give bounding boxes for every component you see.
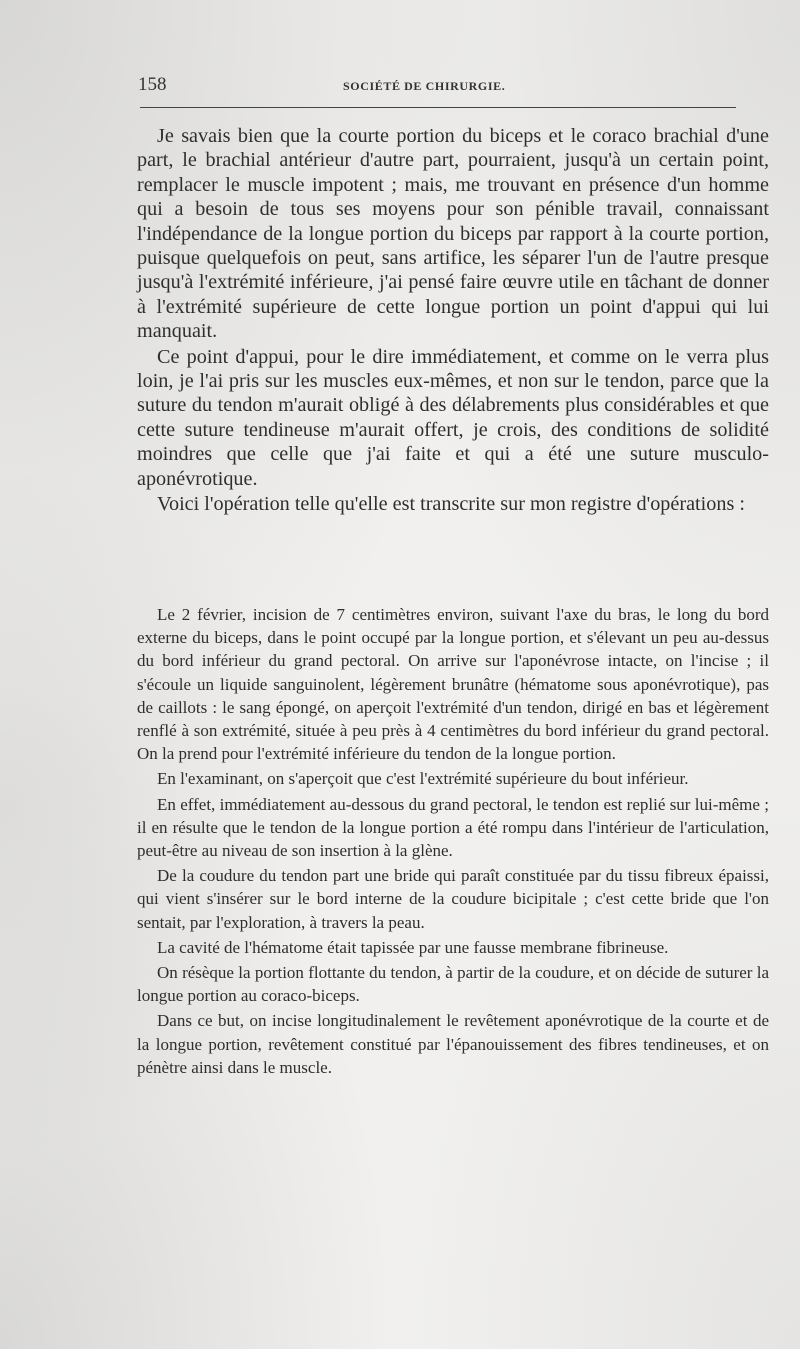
paragraph: Je savais bien que la courte portion du biceps et le coraco brachial d'une part, le brachial antérieur d'autre part, pourraient, jusqu'à un certain point, remplacer le muscle impotent ; mais, me trouvant en présence d'un homme qui a besoin de tous ses moyens pour son pénible travail, connaissant l'indépendance de la longue portion du biceps par rapport à la courte portion, puisque quelquefois on peut, sans artifice, les séparer l'un de l'autre presque jusqu'à l'extrémité inférieure, j'ai pensé faire œuvre utile en tâchant de donner à l'extrémité supérieure de cette longue portion un point d'appui qui lui manquait. — [137, 125, 769, 343]
running-head — [138, 74, 738, 98]
paragraph: Ce point d'appui, pour le dire immédiatement, et comme on le verra plus loin, je l'ai pris sur les muscles eux-mêmes, et non sur le tendon, parce que la suture du tendon m'aurait obligé à des délabrements plus considérables et que cette suture tendineuse m'aurait offert, je crois, des conditions de solidité moindres que celle que j'ai faite et qui a été une suture musculo-aponévrotique. — [137, 345, 769, 490]
page-number: 158 — [138, 74, 167, 95]
running-title: SOCIÉTÉ DE CHIRURGIE. — [343, 79, 506, 93]
operation-record — [137, 603, 769, 1079]
record-paragraph: En effet, immédiatement au-dessous du grand pectoral, le tendon est replié sur lui-même ; il en résulte que le tendon de la longue portion a été rompu dans l'intérieur de l'articulation, peut-être au niveau de son insertion à la glène. — [137, 794, 769, 861]
paragraph: Voici l'opération telle qu'elle est transcrite sur mon registre d'opérations : — [157, 493, 745, 516]
header-rule — [140, 107, 736, 108]
record-paragraph: On résèque la portion flottante du tendon, à partir de la coudure, et on décide de suturer la longue portion au coraco-biceps. — [137, 963, 769, 1006]
record-paragraph: Dans ce but, on incise longitudinalement le revêtement aponévrotique de la courte et de la longue portion, revêtement constitué par l'épanouissement des fibres tendineuses, et on pénètre ainsi dans le muscle. — [137, 1011, 769, 1077]
record-paragraph: La cavité de l'hématome était tapissée par une fausse membrane fibrineuse. — [157, 937, 669, 957]
record-paragraph: Le 2 février, incision de 7 centimètres environ, suivant l'axe du bras, le long du bord externe du biceps, dans le point occupé par la longue portion, et s'élevant un peu au-dessus du bord inférieur du grand pectoral. On arrive sur l'aponévrose intacte, on l'incise ; il s'écoule un liquide sanguinolent, légèrement brunâtre (hématome sous aponévrotique), pas de caillots : le sang épongé, on aperçoit l'extrémité d'un tendon, dirigé en bas et légèrement renflé à son extrémité, située à peu près à 4 centimètres du bord inférieur du grand pectoral. On la prend pour l'extrémité inférieure du tendon de la longue portion. — [137, 605, 769, 764]
record-paragraph: En l'examinant, on s'aperçoit que c'est l'extrémité supérieure du bout inférieur. — [157, 769, 689, 789]
record-paragraph: De la coudure du tendon part une bride qui paraît constituée par du tissu fibreux épaissi, qui vient s'insérer sur le bord interne de la coudure bicipitale ; c'est cette bride que l'on sentait, par l'exploration, à travers la peau. — [137, 866, 769, 932]
main-text — [137, 124, 769, 517]
